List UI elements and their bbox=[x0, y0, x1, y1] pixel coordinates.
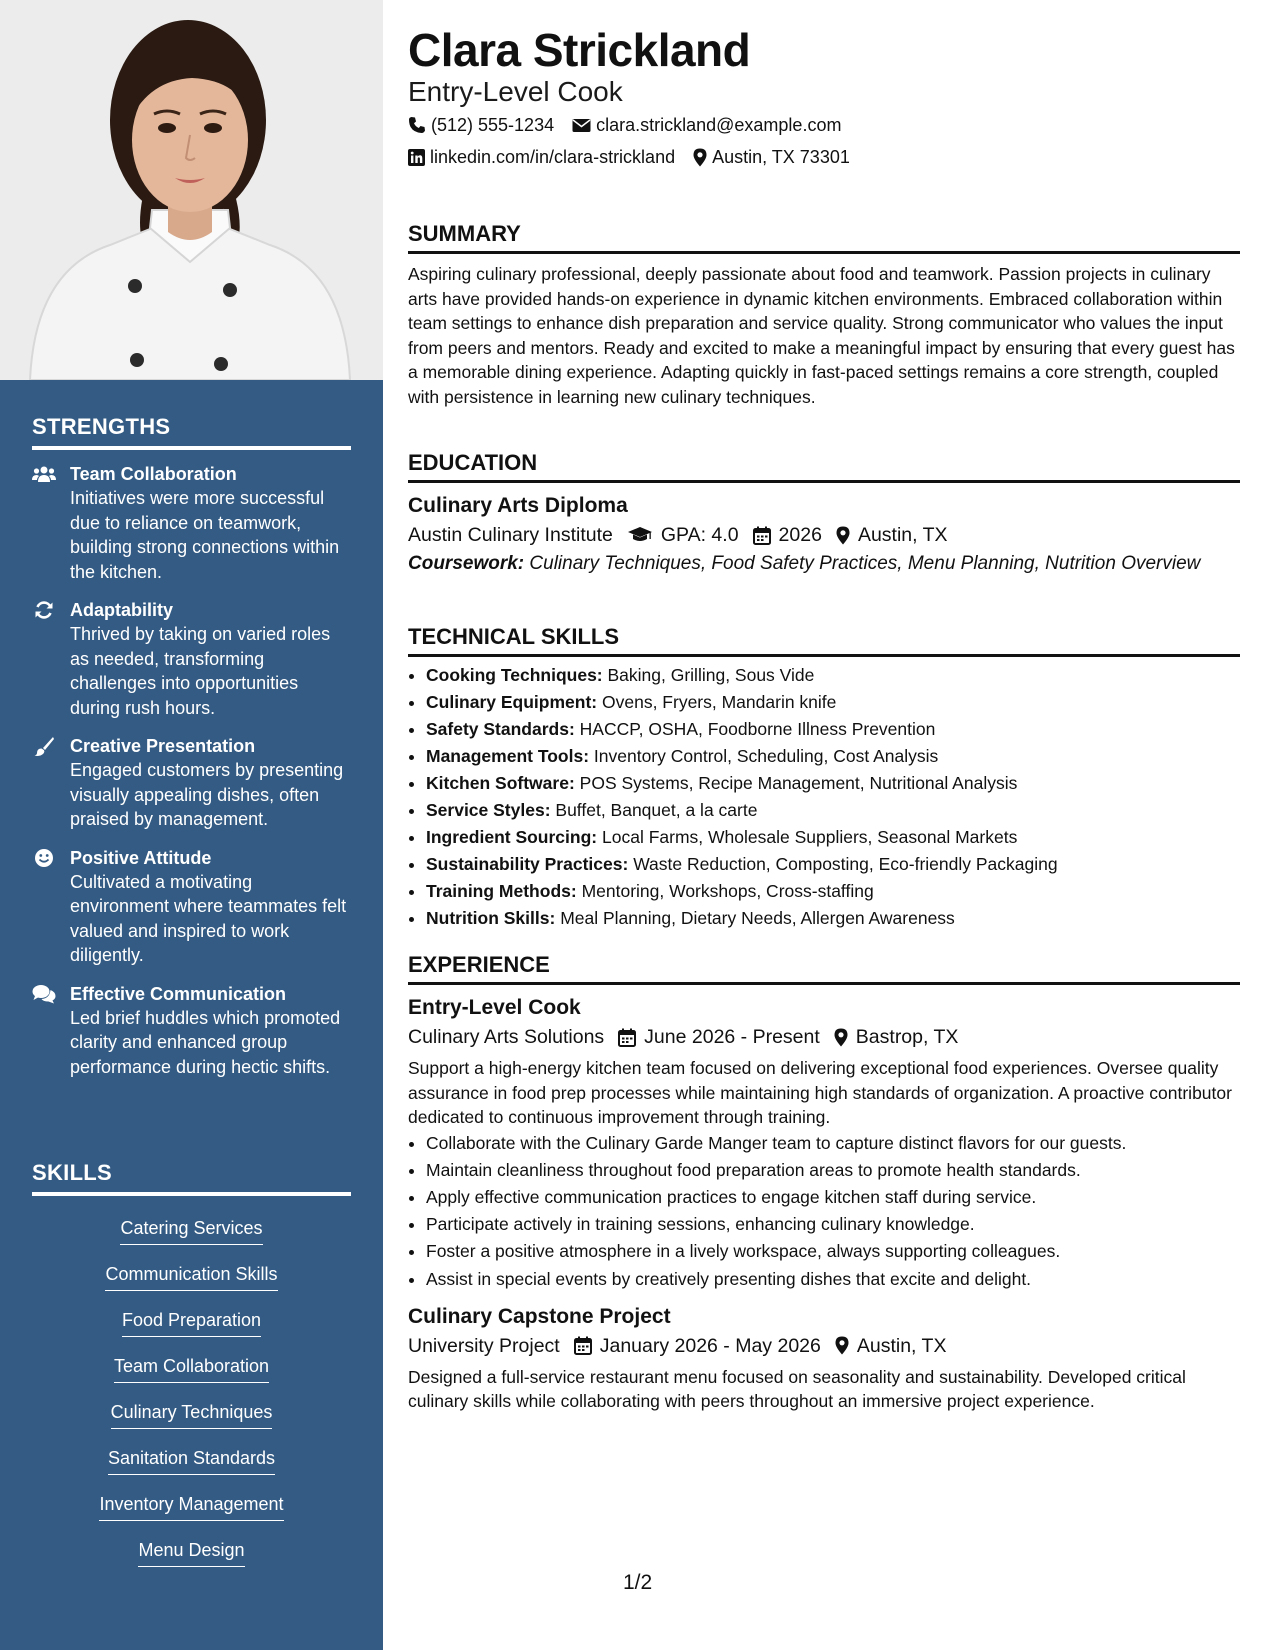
skill-value: Waste Reduction, Composting, Eco-friendly Packaging bbox=[633, 854, 1058, 874]
list-item bbox=[426, 743, 1240, 770]
strength-desc: Led brief huddles which promoted clarity and enhanced group performance during hectic shifts. bbox=[70, 1007, 341, 1077]
map-pin-icon bbox=[834, 1028, 848, 1047]
technical-skills-section bbox=[408, 623, 1240, 932]
strength-item bbox=[32, 462, 351, 584]
summary-section bbox=[408, 220, 1240, 409]
job-location: Bastrop, TX bbox=[855, 1026, 959, 1048]
phone-item bbox=[408, 113, 554, 137]
project-location-item bbox=[835, 1331, 947, 1361]
experience-section bbox=[408, 951, 1240, 1414]
skill-label: Nutrition Skills: bbox=[426, 908, 556, 928]
strength-title: Adaptability bbox=[70, 600, 174, 620]
skill-tag: Sanitation Standards bbox=[108, 1446, 275, 1475]
project-dates: January 2026 - May 2026 bbox=[599, 1334, 821, 1357]
skill-label: Ingredient Sourcing: bbox=[426, 827, 598, 847]
strength-desc: Initiatives were more successful due to reliance on teamwork, building strong connections within the kitchen. bbox=[70, 488, 340, 582]
list-item bbox=[426, 716, 1240, 743]
map-pin-icon bbox=[836, 526, 850, 545]
technical-skills-heading: TECHNICAL SKILLS bbox=[408, 623, 1240, 657]
map-pin-icon bbox=[693, 148, 707, 167]
job-summary: Support a high-energy kitchen team focused on delivering exceptional food experiences. Oversee quality assurance in food prep processes while maintaining high standards of organization. A proactive contributor dedicated to continuous improvement through training. bbox=[408, 1058, 1232, 1127]
company-name: Culinary Arts Solutions bbox=[408, 1026, 605, 1048]
location-text: Austin, TX 73301 bbox=[712, 147, 850, 167]
list-item bbox=[426, 824, 1240, 851]
calendar-icon bbox=[753, 526, 771, 545]
experience-heading: EXPERIENCE bbox=[408, 951, 1240, 985]
list-item bbox=[426, 878, 1240, 905]
school-name: Austin Culinary Institute bbox=[408, 524, 613, 546]
skills-heading: SKILLS bbox=[32, 1160, 351, 1196]
project-dates-item bbox=[574, 1331, 821, 1361]
map-pin-icon bbox=[835, 1336, 849, 1355]
strength-item bbox=[32, 598, 351, 720]
skill-tag: Food Preparation bbox=[122, 1308, 261, 1337]
list-item: • Assist in special events by creatively presenting dishes that excite and delight. bbox=[426, 1266, 1240, 1293]
skill-tag: Catering Services bbox=[120, 1216, 262, 1245]
list-item bbox=[426, 770, 1240, 797]
contact-row-2 bbox=[408, 145, 868, 169]
degree-title: Culinary Arts Diploma bbox=[408, 494, 628, 517]
candidate-name: Clara Strickland bbox=[408, 24, 751, 76]
skill-tag: Culinary Techniques bbox=[111, 1400, 273, 1429]
list-item: • Collaborate with the Culinary Garde Manger team to capture distinct flavors for our guests. bbox=[426, 1130, 1240, 1157]
skill-label: Service Styles: bbox=[426, 800, 551, 820]
strength-desc: Engaged customers by presenting visually appealing dishes, often praised by management. bbox=[70, 760, 344, 829]
skill-label: Safety Standards: bbox=[426, 719, 575, 739]
strength-title: Positive Attitude bbox=[70, 847, 212, 868]
edu-location-item bbox=[836, 520, 948, 550]
edu-location-text: Austin, TX bbox=[857, 524, 948, 546]
page-number: 1/2 bbox=[623, 1571, 653, 1594]
skill-value: Baking, Grilling, Sous Vide bbox=[607, 665, 815, 685]
list-item bbox=[426, 905, 1240, 932]
sidebar bbox=[0, 0, 383, 1650]
strength-title: Creative Presentation bbox=[70, 736, 256, 756]
coursework-label: Coursework: bbox=[408, 553, 525, 574]
coursework bbox=[408, 552, 1240, 576]
contact-row bbox=[408, 113, 859, 137]
project-org: University Project bbox=[408, 1334, 560, 1357]
paintbrush-icon bbox=[32, 736, 56, 756]
candidate-title: Entry-Level Cook bbox=[408, 76, 623, 107]
job-meta bbox=[408, 1022, 1240, 1052]
year-text: 2026 bbox=[778, 524, 822, 546]
email-link[interactable]: clara.strickland@example.com bbox=[596, 115, 842, 135]
strength-item bbox=[32, 982, 351, 1080]
skill-value: HACCP, OSHA, Foodborne Illness Prevention bbox=[579, 719, 936, 739]
education-meta bbox=[408, 520, 1240, 550]
project-title: Culinary Capstone Project bbox=[408, 1304, 671, 1328]
skill-list bbox=[32, 1216, 351, 1584]
job-title: Entry-Level Cook bbox=[408, 996, 581, 1019]
calendar-icon bbox=[574, 1336, 592, 1355]
strength-desc: Cultivated a motivating environment where teammates felt valued and inspired to work diligently. bbox=[70, 871, 347, 965]
strength-title: Team Collaboration bbox=[70, 464, 237, 484]
gpa-text: GPA: 4.0 bbox=[660, 524, 739, 546]
profile-photo bbox=[0, 0, 383, 380]
linkedin-item bbox=[408, 145, 675, 169]
project-summary: Designed a full-service restaurant menu focused on seasonality and sustainability. Developed critical culinary skills while collaborating with peers throughout an immersive project experience. bbox=[408, 1366, 1186, 1412]
project-org-item bbox=[408, 1331, 560, 1361]
list-item: • Apply effective communication practices to engage kitchen staff during service. bbox=[426, 1184, 1240, 1211]
strengths-heading: STRENGTHS bbox=[32, 414, 351, 450]
graduation-cap-icon bbox=[627, 526, 653, 544]
education-heading: EDUCATION bbox=[408, 449, 1240, 483]
strengths-section bbox=[32, 414, 351, 1079]
coursework-list: Culinary Techniques, Food Safety Practices, Menu Planning, Nutrition Overview bbox=[529, 553, 1201, 574]
school-item bbox=[408, 520, 613, 550]
skill-value: Ovens, Fryers, Mandarin knife bbox=[602, 692, 837, 712]
list-item: • Participate actively in training sessions, enhancing culinary knowledge. bbox=[426, 1211, 1240, 1238]
chef-portrait-image bbox=[0, 0, 383, 380]
list-item bbox=[426, 797, 1240, 824]
users-icon bbox=[32, 464, 56, 484]
technical-skills-list bbox=[408, 662, 1240, 932]
year-item bbox=[753, 520, 822, 550]
phone-icon bbox=[408, 116, 426, 134]
company-item bbox=[408, 1022, 604, 1052]
phone-text[interactable]: (512) 555-1234 bbox=[431, 115, 555, 135]
skill-label: Cooking Techniques: bbox=[426, 665, 603, 685]
job-dates: June 2026 - Present bbox=[644, 1026, 820, 1048]
skill-tag: Team Collaboration bbox=[114, 1354, 269, 1383]
skill-value: Inventory Control, Scheduling, Cost Analysis bbox=[593, 746, 939, 766]
skill-tag: Communication Skills bbox=[105, 1262, 277, 1291]
list-item bbox=[426, 851, 1240, 878]
skill-tag: Inventory Management bbox=[99, 1492, 283, 1521]
comments-icon bbox=[32, 984, 56, 1004]
email-item bbox=[572, 113, 841, 137]
education-section bbox=[408, 449, 1240, 576]
envelope-icon bbox=[572, 118, 591, 133]
skill-value: Mentoring, Workshops, Cross-staffing bbox=[581, 881, 874, 901]
list-item bbox=[426, 662, 1240, 689]
skill-label: Culinary Equipment: bbox=[426, 692, 598, 712]
strength-item bbox=[32, 734, 351, 832]
project-location: Austin, TX bbox=[856, 1334, 947, 1357]
list-item bbox=[426, 689, 1240, 716]
list-item: • Maintain cleanliness throughout food preparation areas to promote health standards. bbox=[426, 1157, 1240, 1184]
linkedin-icon bbox=[408, 149, 425, 166]
job-bullets bbox=[408, 1130, 1240, 1293]
skill-label: Management Tools: bbox=[426, 746, 590, 766]
job-location-item bbox=[834, 1022, 959, 1052]
strength-item bbox=[32, 846, 351, 968]
dates-item bbox=[618, 1022, 820, 1052]
summary-text: Aspiring culinary professional, deeply passionate about food and teamwork. Passion projects in culinary arts have provided hands-on experience in dynamic kitchen environments. Embraced collaboration within team settings to enhance dish preparation and service quality. Strong communicator who values the input from peers and mentors. Ready and excited to make a meaningful impact by ensuring that every guest has a memorable dining experience. Adapting quickly in fast-paced settings remains a core strength, coupled with persistence in learning new culinary techniques. bbox=[408, 264, 1235, 407]
list-item: • Foster a positive atmosphere in a lively workspace, always supporting colleagues. bbox=[426, 1238, 1240, 1265]
skill-value: Buffet, Banquet, a la carte bbox=[555, 800, 758, 820]
skill-label: Training Methods: bbox=[426, 881, 577, 901]
gpa-item bbox=[627, 520, 739, 550]
skill-tag: Menu Design bbox=[138, 1538, 244, 1567]
skill-value: Meal Planning, Dietary Needs, Allergen Awareness bbox=[560, 908, 955, 928]
calendar-icon bbox=[618, 1028, 636, 1047]
location-item bbox=[693, 145, 850, 169]
strength-desc: Thrived by taking on varied roles as needed, transforming challenges into opportunities during rush hours. bbox=[70, 624, 331, 718]
skill-label: Sustainability Practices: bbox=[426, 854, 629, 874]
smile-icon bbox=[32, 848, 56, 868]
refresh-icon bbox=[32, 600, 56, 620]
skill-label: Kitchen Software: bbox=[426, 773, 575, 793]
linkedin-link[interactable]: linkedin.com/in/clara-strickland bbox=[430, 147, 676, 167]
project-meta bbox=[408, 1331, 1240, 1361]
skills-section bbox=[32, 1160, 351, 1584]
skill-value: POS Systems, Recipe Management, Nutritional Analysis bbox=[579, 773, 1018, 793]
strength-title: Effective Communication bbox=[70, 983, 287, 1004]
skill-value: Local Farms, Wholesale Suppliers, Seasonal Markets bbox=[602, 827, 1018, 847]
summary-heading: SUMMARY bbox=[408, 220, 1240, 254]
